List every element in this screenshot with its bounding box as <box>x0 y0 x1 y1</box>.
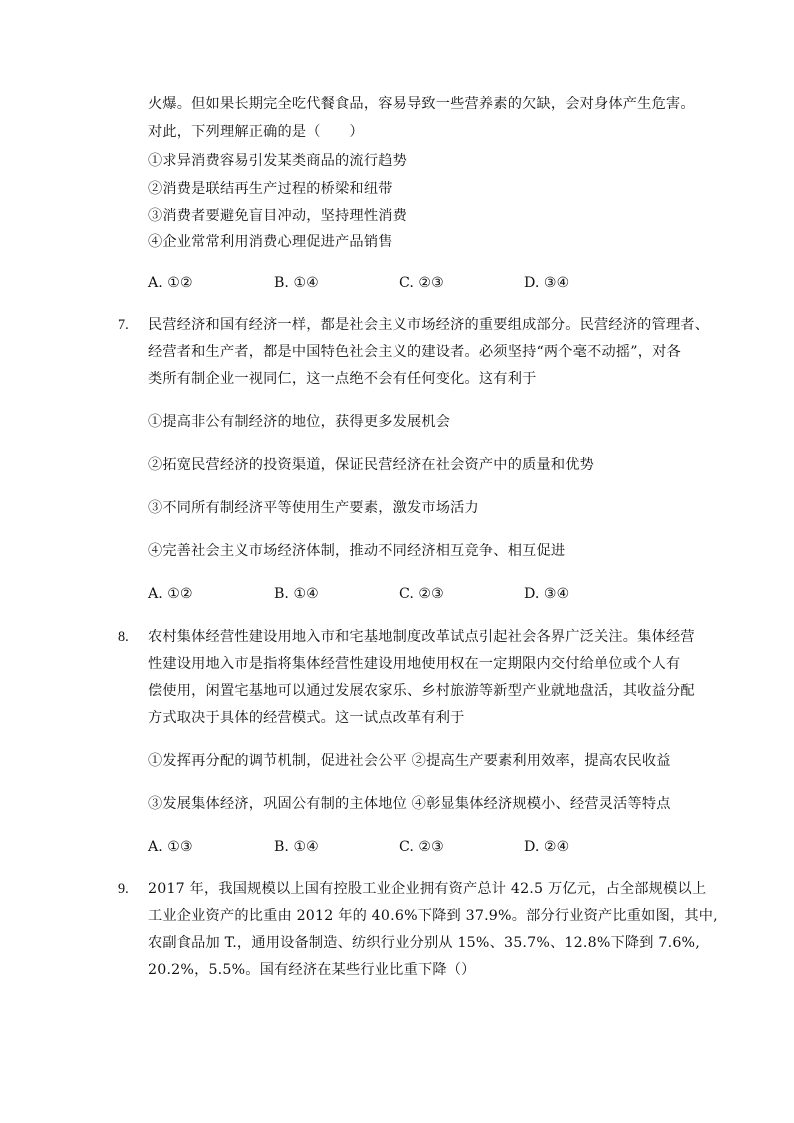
q8-text-line-1: 农村集体经营性建设用地入市和宅基地制度改革试点引起社会各界广泛关注。集体经营 <box>148 629 695 645</box>
q6-statement-1: ①求异消费容易引发某类商品的流行趋势 <box>148 153 407 169</box>
q7-option-d: D. ③④ <box>524 586 570 602</box>
q6-option-d: D. ③④ <box>524 275 570 291</box>
q6-option-c: C. ②③ <box>399 275 444 291</box>
q7-statement-2: ②拓宽民营经济的投资渠道，保证民营经济在社会资产中的质量和优势 <box>148 457 595 473</box>
q8-text-line-3: 偿使用，闲置宅基地可以通过发展农家乐、乡村旅游等新型产业就地盘活，其收益分配 <box>148 683 695 699</box>
q7-text-line-2: 经营者和生产者，都是中国特色社会主义的建设者。必须坚持“两个毫不动摇”，对各 <box>148 344 681 360</box>
q8-option-a: A. ①③ <box>148 839 193 855</box>
q9-text-line-4: 20.2%，5.5%。国有经济在某些行业比重下降（） <box>148 962 476 978</box>
q6-statement-4: ④企业常常利用消费心理促进产品销售 <box>148 234 393 250</box>
q7-statement-4: ④完善社会主义市场经济体制，推动不同经济相互竞争、相互促进 <box>148 543 566 559</box>
q7-number: 7. <box>118 317 129 333</box>
q6-statement-3: ③消费者要避免盲目冲动，坚持理性消费 <box>148 208 407 224</box>
q7-option-a: A. ①② <box>148 586 193 602</box>
q8-number: 8. <box>118 629 129 645</box>
q6-option-a: A. ①② <box>148 275 193 291</box>
q8-text-line-4: 方式取决于具体的经营模式。这一试点改革有利于 <box>148 710 465 726</box>
q8-statements-row-1: ①发挥再分配的调节机制，促进社会公平 ②提高生产要素利用效率，提高农民收益 <box>148 753 671 769</box>
q7-text-line-1: 民营经济和国有经济一样，都是社会主义市场经济的重要组成部分。民营经济的管理者、 <box>148 317 710 333</box>
q8-option-d: D. ②④ <box>524 839 570 855</box>
q7-option-b: B. ①④ <box>274 586 319 602</box>
q8-text-line-2: 性建设用地入市是指将集体经营性建设用地使用权在一定期限内交付给单位或个人有 <box>148 656 681 672</box>
q9-number: 9. <box>118 881 129 897</box>
q6-text-line-1: 火爆。但如果长期完全吃代餐食品，容易导致一些营养素的欠缺，会对身体产生危害。 <box>148 96 695 112</box>
q9-text-line-3: 农副食品加 T.，通用设备制造、纺织行业分别从 15%、35.7%、12.8%下降到 7.6%, <box>148 935 700 951</box>
q8-statements-row-2: ③发展集体经济，巩固公有制的主体地位 ④彰显集体经济规模小、经营灵活等特点 <box>148 796 671 812</box>
q7-text-line-3: 类所有制企业一视同仁，这一点绝不会有任何变化。这有利于 <box>148 371 537 387</box>
q7-statement-3: ③不同所有制经济平等使用生产要素，激发市场活力 <box>148 500 479 516</box>
q9-text-line-1: 2017 年，我国规模以上国有控股工业企业拥有资产总计 42.5 万亿元，占全部规模以上 <box>148 881 707 897</box>
q7-statement-1: ①提高非公有制经济的地位，获得更多发展机会 <box>148 414 451 430</box>
q8-option-b: B. ①④ <box>274 839 319 855</box>
q7-option-c: C. ②③ <box>399 586 444 602</box>
q6-text-line-2: 对此，下列理解正确的是（ ） <box>148 124 364 140</box>
q6-statement-2: ②消费是联结再生产过程的桥梁和纽带 <box>148 181 393 197</box>
q8-option-c: C. ②③ <box>399 839 444 855</box>
q9-text-line-2: 工业企业资产的比重由 2012 年的 40.6%下降到 37.9%。部分行业资产比重如图，其中, <box>148 908 718 924</box>
q6-option-b: B. ①④ <box>274 275 319 291</box>
